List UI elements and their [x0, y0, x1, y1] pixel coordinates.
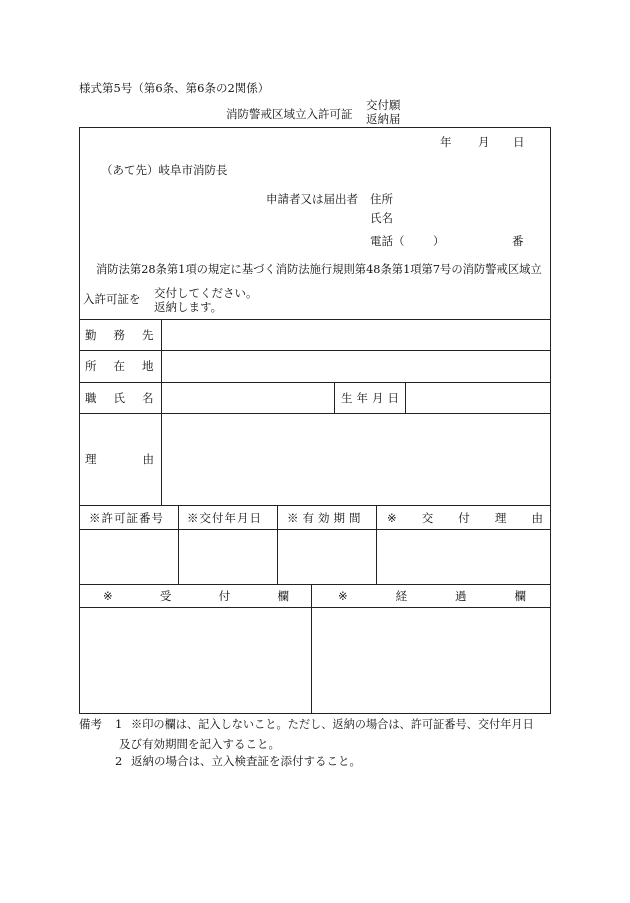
rule-workplace-top — [79, 319, 551, 320]
title-option-issue: 交付願 — [366, 98, 401, 112]
rule-name-top — [79, 382, 551, 383]
form-title: 消防警戒区域立入許可証 — [226, 107, 353, 121]
rule-office-col-3 — [376, 505, 377, 584]
statement-line-2: 入許可証を — [83, 292, 141, 306]
issue-reason-char-3: 付 — [458, 511, 470, 525]
label-birthdate-char: 生年月日 — [341, 391, 403, 405]
progress-char-2: 経 — [395, 589, 408, 603]
applicant-phone-label: 電話（ — [370, 234, 405, 248]
addressee: （あて先）岐阜市消防長 — [101, 163, 228, 177]
title-option-return: 返納届 — [366, 112, 401, 126]
applicant-address-label: 住所 — [370, 192, 393, 206]
label-birthdate — [341, 393, 401, 405]
rule-office-col-1 — [178, 505, 179, 584]
progress-char-1: ※ — [338, 589, 348, 603]
issue-reason-char-4: 理 — [494, 511, 507, 525]
rule-office-top — [79, 505, 551, 506]
label-reason: 理由 — [85, 452, 200, 466]
remarks-label: 備考 — [79, 717, 102, 731]
applicant-name-label: 氏名 — [370, 211, 393, 225]
date-month-label: 月 — [478, 135, 490, 149]
remarks-item-1-line-1: ※印の欄は、記入しないこと。ただし、返納の場合は、許可証番号、交付年月日 — [131, 718, 534, 731]
remarks-item-2-number: 2 — [115, 754, 123, 768]
date-day-label: 日 — [513, 135, 525, 149]
form-frame — [79, 127, 551, 714]
label-location-char: 所在地 — [85, 359, 171, 373]
label-workplace-char: 勤務先 — [85, 328, 171, 342]
applicant-phone-close: ） — [433, 234, 445, 248]
statement-line-1: 消防法第28条第1項の規定に基づく消防法施行規則第48条第1項第7号の消防警戒区域立 — [96, 263, 542, 276]
rule-office-values-top — [79, 529, 551, 530]
rule-reception-top — [79, 584, 551, 585]
form-number: 様式第5号（第6条、第6条の2関係） — [79, 81, 270, 95]
applicant-phone-suffix: 番 — [512, 234, 524, 248]
label-progress — [338, 591, 526, 603]
label-name — [85, 391, 171, 405]
title-options — [366, 98, 401, 126]
rule-location-top — [79, 350, 551, 351]
label-name-char: 職氏名 — [85, 391, 171, 405]
statement-option-return: 返納します。 — [154, 300, 223, 314]
reception-char-3: 付 — [218, 589, 231, 603]
rule-birthdate-left — [334, 382, 335, 413]
rule-reception-divider — [311, 584, 312, 714]
date-year-label: 年 — [440, 135, 452, 149]
label-workplace — [85, 328, 171, 342]
rule-label-column — [161, 319, 162, 505]
applicant-label: 申請者又は届出者 — [266, 192, 358, 206]
rule-birthdate-right — [405, 382, 406, 413]
label-validity: ※有効期間 — [287, 511, 365, 525]
rule-reason-top — [79, 413, 551, 414]
progress-char-3: 過 — [455, 589, 467, 603]
reception-char-2: 受 — [159, 589, 172, 603]
reception-char-1: ※ — [103, 589, 113, 603]
label-issue-date: ※交付年月日 — [187, 511, 262, 525]
reception-char-4: 欄 — [277, 589, 289, 603]
label-reception — [103, 591, 289, 603]
progress-char-4: 欄 — [514, 589, 526, 603]
label-issue-reason — [387, 513, 543, 525]
label-location — [85, 359, 171, 373]
issue-reason-char-1: ※ — [387, 511, 397, 525]
remarks-item-1-line-2: 及び有効期間を記入すること。 — [119, 737, 280, 751]
issue-reason-char-2: 交 — [421, 511, 434, 525]
remarks-item-1-number: 1 — [115, 717, 123, 731]
rule-office-col-2 — [277, 505, 278, 584]
label-permit-no: ※許可証番号 — [89, 511, 164, 525]
remarks-item-2: 返納の場合は、立入検査証を添付すること。 — [131, 754, 361, 768]
issue-reason-char-5: 由 — [531, 511, 543, 525]
rule-reception-body-top — [79, 607, 551, 608]
statement-option-issue: 交付してください。 — [154, 286, 258, 300]
statement-options — [154, 286, 258, 314]
